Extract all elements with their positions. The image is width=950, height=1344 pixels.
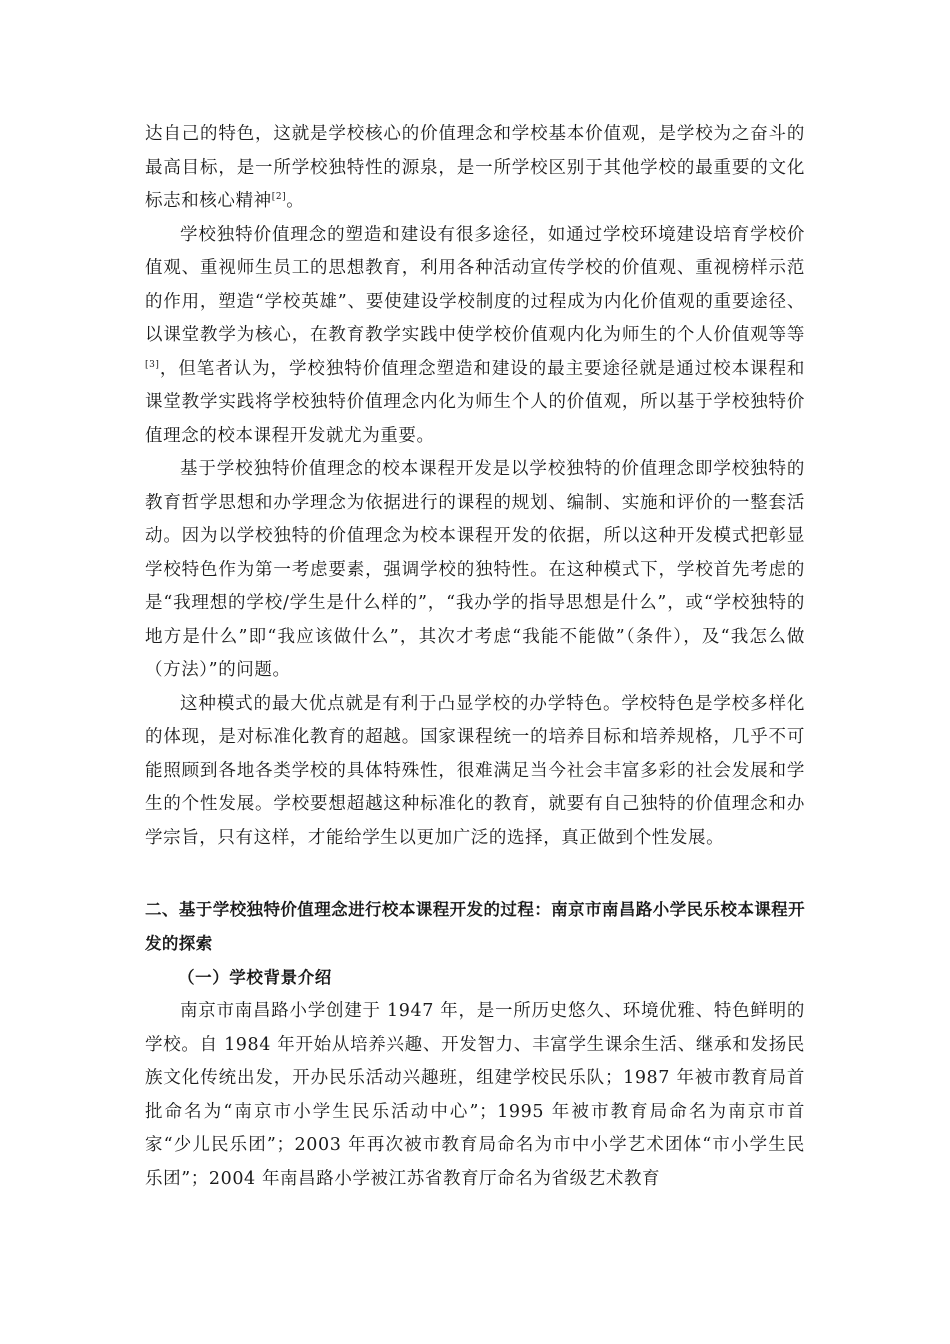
- section-heading: 二、基于学校独特价值理念进行校本课程开发的过程：南京市南昌路小学民乐校本课程开发的探索: [145, 900, 805, 953]
- paragraph-2-end: ，但笔者认为，学校独特价值理念塑造和建设的最主要途径就是通过校本课程和课堂教学实践将学校独特价值理念内化为师生个人的价值观，所以基于学校独特价值理念的校本课程开发就尤为重要。: [145, 358, 805, 446]
- paragraph-1: [145, 118, 805, 219]
- paragraph-1-text: 达自己的特色，这就是学校核心的价值理念和学校基本价值观，是学校为之奋斗的最高目标，是一所学校独特性的源泉，是一所学校区别于其他学校的最重要的文化标志和核心精神: [145, 124, 805, 211]
- paragraph-5: 南京市南昌路小学创建于 1947 年，是一所历史悠久、环境优雅、特色鲜明的学校。自 1984 年开始从培养兴趣、开发智力、丰富学生课余生活、继承和发扬民族文化传统出发，开办民乐活动兴趣班，组建学校民乐队；1987 年被市教育局首批命名为“南京市小学生民乐活动中心”；1995 年被市教育局命名为南京市首家“少儿民乐团”；2003 年再次被市教育局命名为市中小学艺术团体“市小学生民乐团”；2004 年南昌路小学被江苏省教育厅命名为省级艺术教育: [145, 1001, 805, 1189]
- document-page: [145, 118, 805, 1196]
- paragraph-2-text: 学校独特价值理念的塑造和建设有很多途径，如通过学校环境建设培育学校价值观、重视师生员工的思想教育，利用各种活动宣传学校的价值观、重视榜样示范的作用，塑造“学校英雄”、要使建设学校制度的过程成为内化价值观的重要途径、以课堂教学为核心，在教育教学实践中使学校价值观内化为师生的个人价值观等等: [145, 224, 805, 345]
- paragraph-4: 这种模式的最大优点就是有利于凸显学校的办学特色。学校特色是学校多样化的体现，是对标准化教育的超越。国家课程统一的培养目标和培养规格，几乎不可能照顾到各地各类学校的具体特殊性，很难满足当今社会丰富多彩的社会发展和学生的个性发展。学校要想超越这种标准化的教育，就要有自己独特的价值理念和办学宗旨，只有这样，才能给学生以更加广泛的选择，真正做到个性发展。: [145, 693, 805, 848]
- subsection-heading: （一）学校背景介绍: [178, 968, 332, 987]
- citation-3[interactable]: [3]: [145, 359, 160, 370]
- paragraph-1-end: 。: [286, 191, 305, 211]
- citation-2[interactable]: [2]: [271, 192, 287, 203]
- paragraph-3: 基于学校独特价值理念的校本课程开发是以学校独特的价值理念即学校独特的教育哲学思想和办学理念为依据进行的课程的规划、编制、实施和评价的一整套活动。因为以学校独特的价值理念为校本课程开发的依据，所以这种开发模式把彰显学校特色作为第一考虑要素，强调学校的独特性。在这种模式下，学校首先考虑的是“我理想的学校/学生是什么样的”，“我办学的指导思想是什么”，或“学校独特的地方是什么”即“我应该做什么”，其次才考虑“我能不能做”（条件），及“我怎么做（方法）”的问题。: [145, 459, 805, 680]
- paragraph-2: [145, 219, 805, 454]
- section-spacer: [145, 855, 805, 893]
